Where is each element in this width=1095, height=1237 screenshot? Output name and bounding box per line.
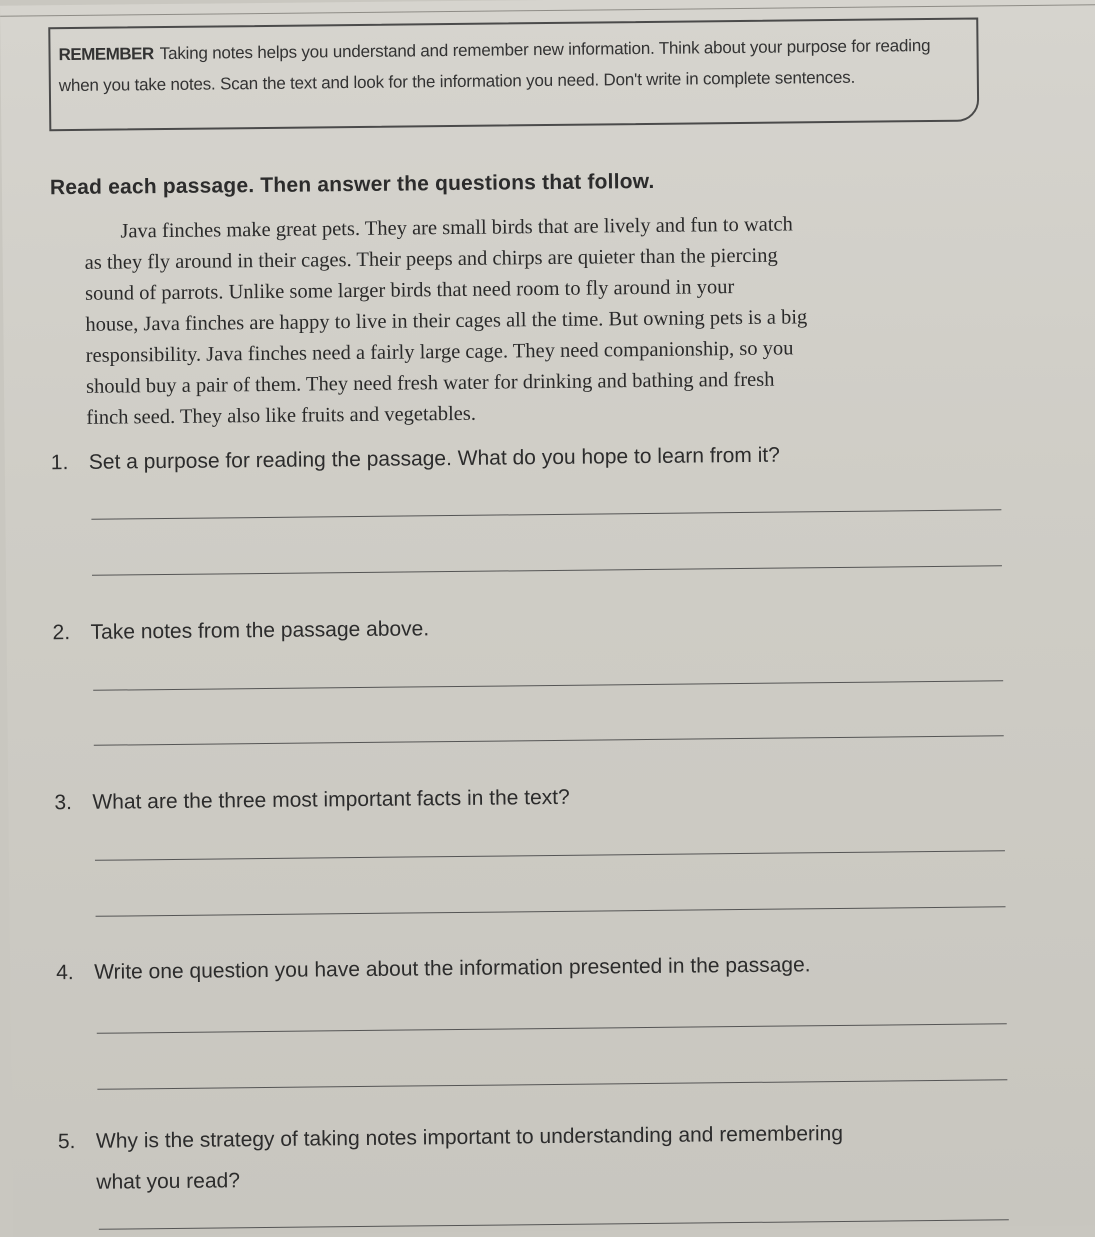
question-number: 1. — [50, 451, 69, 475]
passage-line: sound of parrots. Unlike some larger birds that need room to fly around in your — [84, 276, 735, 305]
answer-line-5a[interactable] — [99, 1219, 1009, 1230]
passage-line: finch seed. They also like fruits and vegetables. — [86, 402, 477, 429]
remember-box — [48, 17, 979, 131]
remember-text: Taking notes helps you understand and remember new information. Think about your purpose for reading when you take notes. Scan the text and look for the information you need. Don't write in complete sentences. — [58, 35, 931, 96]
question-number: 4. — [56, 961, 74, 985]
passage-line: Java finches make great pets. They are small birds that are lively and fun to watch — [120, 213, 793, 243]
answer-line-4b[interactable] — [97, 1079, 1007, 1090]
question-number: 3. — [54, 791, 73, 815]
passage — [84, 208, 971, 434]
answer-line-1b[interactable] — [92, 565, 1002, 576]
question-1 — [51, 444, 780, 476]
question-2 — [52, 617, 429, 645]
question-number: 2. — [52, 621, 71, 645]
question-text: Why is the strategy of taking notes important to understanding and remembering — [95, 1121, 844, 1153]
remember-label: REMEMBER — [58, 44, 154, 65]
answer-line-3b[interactable] — [96, 906, 1006, 917]
answer-line-3a[interactable] — [95, 850, 1005, 861]
question-4 — [56, 953, 811, 985]
passage-line: house, Java finches are happy to live in their cages all the time. But owning pets is a big — [85, 306, 808, 336]
answer-line-2b[interactable] — [94, 735, 1004, 746]
answer-line-4a[interactable] — [97, 1023, 1007, 1034]
question-text: Take notes from the passage above. — [90, 617, 430, 644]
question-3 — [54, 786, 570, 815]
question-5-continued: what you read? — [96, 1169, 241, 1194]
question-text: Write one question you have about the information presented in the passage. — [94, 953, 811, 984]
passage-line: should buy a pair of them. They need fresh water for drinking and bathing and fresh — [85, 368, 775, 398]
passage-line: as they fly around in their cages. Their peeps and chirps are quieter than the piercing — [84, 244, 778, 274]
passage-line: responsibility. Java finches need a fairly large cage. They need companionship, so you — [85, 337, 794, 367]
instruction-heading: Read each passage. Then answer the questions that follow. — [49, 169, 655, 200]
question-text: What are the three most important facts in the text? — [92, 785, 570, 814]
question-text: Set a purpose for reading the passage. What do you hope to learn from it? — [88, 443, 780, 474]
answer-line-1a[interactable] — [91, 509, 1001, 520]
top-rule — [0, 0, 1095, 17]
question-number: 5. — [57, 1130, 76, 1154]
question-5 — [58, 1122, 843, 1154]
answer-line-2a[interactable] — [93, 680, 1003, 691]
